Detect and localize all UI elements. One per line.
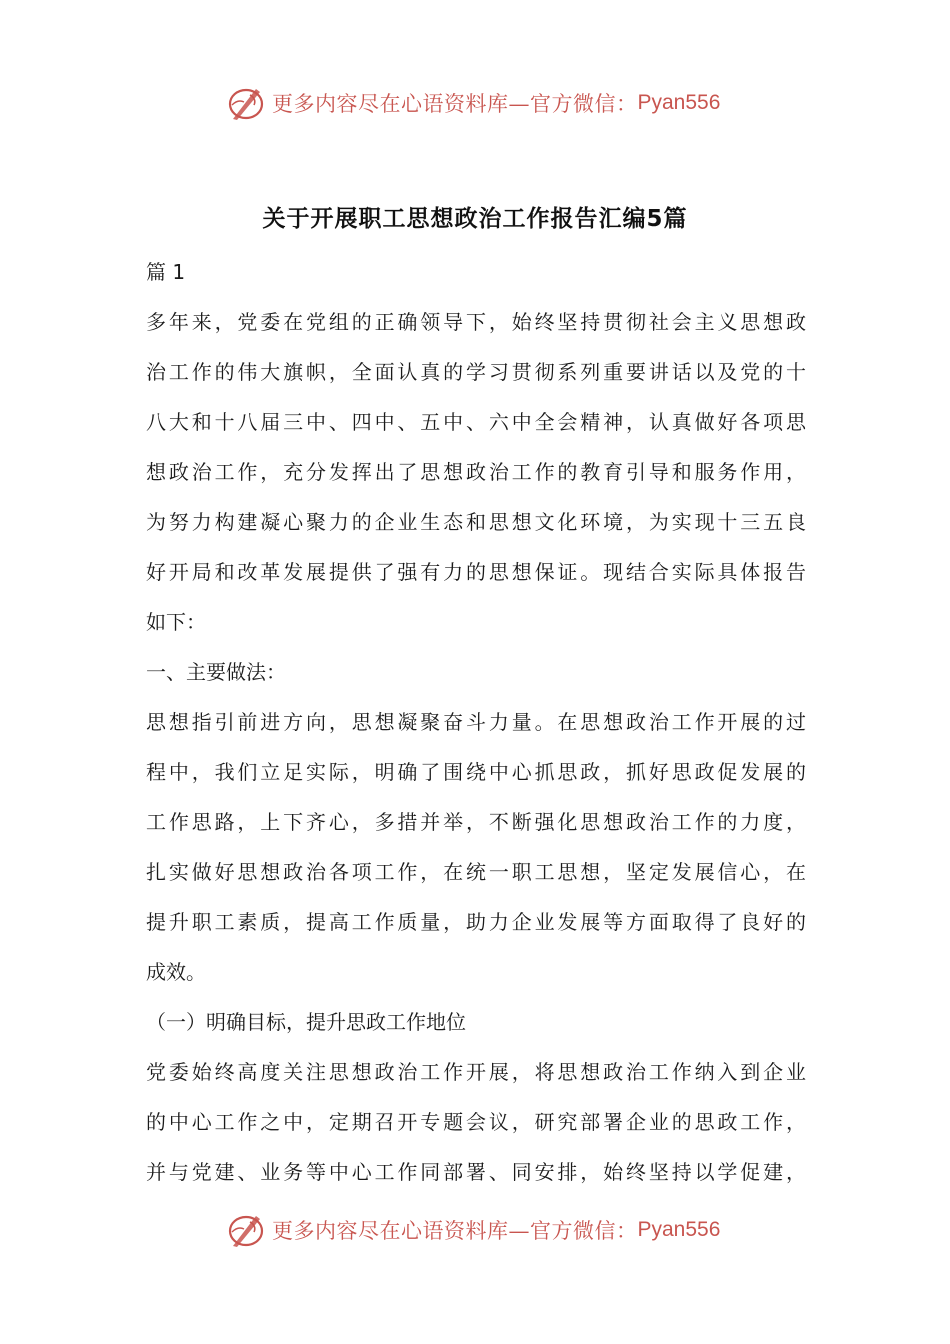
header-banner <box>226 81 720 125</box>
section-heading: 一、主要做法： <box>146 660 286 684</box>
wechat-id: Pyan556 <box>637 1218 721 1241</box>
paragraph-line: 多年来，党委在党组的正确领导下，始终坚持贯彻社会主义思想政 <box>146 310 806 334</box>
wechat-id: Pyan556 <box>637 91 721 114</box>
quill-pen-logo-icon <box>226 1210 266 1250</box>
paragraph-line: 治工作的伟大旗帜，全面认真的学习贯彻系列重要讲话以及党的十 <box>146 360 806 384</box>
paragraph-line: 如下： <box>146 610 206 634</box>
footer-banner <box>226 1208 720 1252</box>
paragraph-line: 想政治工作，充分发挥出了思想政治工作的教育引导和服务作用， <box>146 460 806 484</box>
paragraph-line: 成效。 <box>146 960 206 984</box>
quill-pen-logo-icon <box>226 83 266 123</box>
paragraph-line: 党委始终高度关注思想政治工作开展，将思想政治工作纳入到企业 <box>146 1060 806 1084</box>
subsection-heading: （一）明确目标，提升思政工作地位 <box>146 1010 466 1034</box>
paragraph-line: 好开局和改革发展提供了强有力的思想保证。现结合实际具体报告 <box>146 560 806 584</box>
paragraph-line: 八大和十八届三中、四中、五中、六中全会精神，认真做好各项思 <box>146 410 806 434</box>
paragraph-line: 的中心工作之中，定期召开专题会议，研究部署企业的思政工作， <box>146 1110 806 1134</box>
paragraph-line: 提升职工素质，提高工作质量，助力企业发展等方面取得了良好的 <box>146 910 806 934</box>
paragraph-line: 工作思路，上下齐心，多措并举，不断强化思想政治工作的力度， <box>146 810 806 834</box>
banner-text: 更多内容尽在心语资料库—官方微信： <box>272 92 638 116</box>
document-body <box>146 247 806 1197</box>
paragraph-line: 并与党建、业务等中心工作同部署、同安排，始终坚持以学促建， <box>146 1160 806 1184</box>
paragraph-line: 程中，我们立足实际，明确了围绕中心抓思政，抓好思政促发展的 <box>146 760 806 784</box>
document-title: 关于开展职工思想政治工作报告汇编5篇 <box>262 206 688 232</box>
banner-text: 更多内容尽在心语资料库—官方微信： <box>272 1219 638 1243</box>
paragraph-line: 为努力构建凝心聚力的企业生态和思想文化环境，为实现十三五良 <box>146 510 806 534</box>
paragraph-line: 思想指引前进方向，思想凝聚奋斗力量。在思想政治工作开展的过 <box>146 710 806 734</box>
paragraph-line: 扎实做好思想政治各项工作，在统一职工思想，坚定发展信心，在 <box>146 860 806 884</box>
section-label: 篇 1 <box>146 260 186 284</box>
